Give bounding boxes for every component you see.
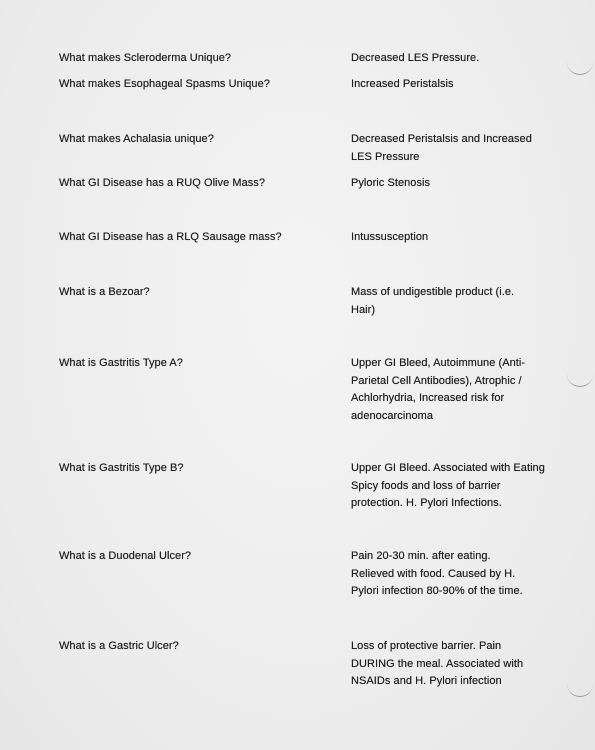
binder-punch-mark-bottom [567,680,593,697]
question-duodenal-ulcer: What is a Duodenal Ulcer? [59,550,192,562]
binder-punch-mark-middle [567,370,593,387]
question-ruq-olive-mass: What GI Disease has a RUQ Olive Mass? [59,177,266,189]
answer-gastritis-type-b: Upper GI Bleed. Associated with Eating Spicy foods and loss of barrier protection. H. Pylori Infections. [351,462,545,509]
question-scleroderma: What makes Scleroderma Unique? [59,52,232,64]
binder-punch-mark-top [567,58,593,75]
answer-gastritis-type-a: Upper GI Bleed, Autoimmune (Anti-Parietal Cell Antibodies), Atrophic / Achlorhydria, Increased risk for adenocarcinoma [351,357,526,422]
answer-esophageal-spasms: Increased Peristalsis [351,78,454,90]
question-esophageal-spasms: What makes Esophageal Spasms Unique? [59,78,270,90]
question-bezoar: What is a Bezoar? [59,286,150,298]
question-gastritis-type-a: What is Gastritis Type A? [59,357,183,369]
question-achalasia: What makes Achalasia unique? [59,133,214,145]
answer-achalasia: Decreased Peristalsis and Increased LES Pressure [351,133,532,163]
question-gastric-ulcer: What is a Gastric Ulcer? [59,640,179,652]
answer-duodenal-ulcer: Pain 20-30 min. after eating. Relieved with food. Caused by H. Pylori infection 80-90% of the time. [351,550,523,597]
answer-bezoar: Mass of undigestible product (i.e. Hair) [351,286,515,316]
question-rlq-sausage-mass: What GI Disease has a RLQ Sausage mass? [59,231,282,243]
answer-gastric-ulcer: Loss of protective barrier. Pain DURING the meal. Associated with NSAIDs and H. Pylori infection [351,640,524,687]
question-gastritis-type-b: What is Gastritis Type B? [59,462,184,474]
answer-rlq-sausage-mass: Intussusception [351,231,429,243]
answer-scleroderma: Decreased LES Pressure. [351,52,480,64]
answer-ruq-olive-mass: Pyloric Stenosis [351,177,431,189]
